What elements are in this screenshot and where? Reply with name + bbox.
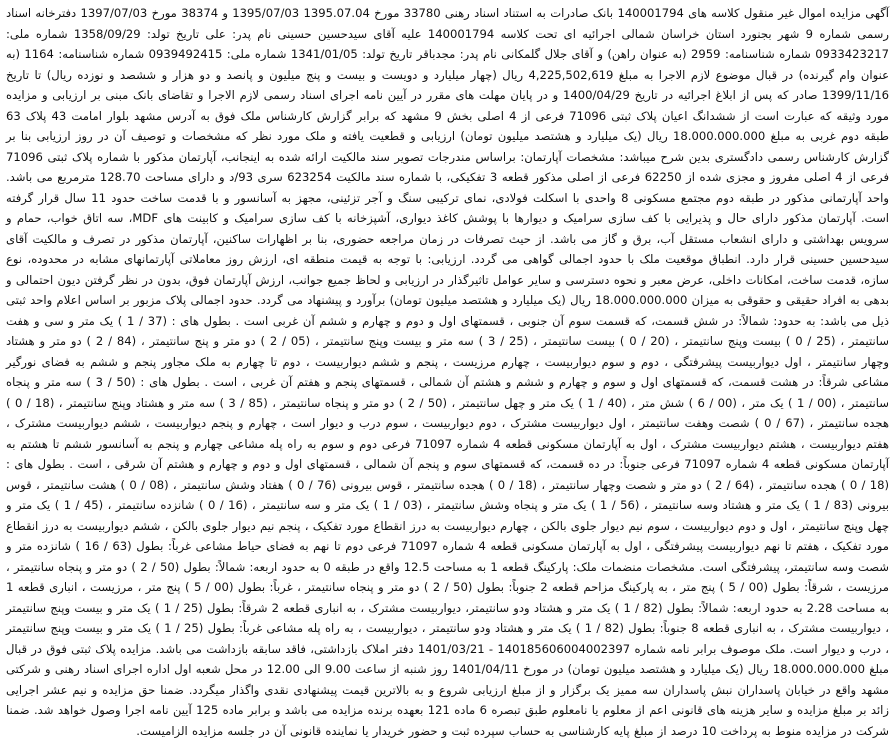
auction-notice-text [6, 3, 889, 741]
notice-paragraph: آگهی مزایده اموال غیر منقول کلاسه های 140001794 بانک صادرات به استناد اسناد رهنی 33780 مورخ 1395.07.04 1395/07/03 و 38374 مورخ 1397/07/03 دفترخانه اسناد رسمی شماره 9 شهر بجنورد استان خراسان شمالی اجرائیه ای تحت کلاسه 140001794 علیه آقای سیدحسین حسینی نام پدر: علی تاریخ تولد: 1358/09/29 شماره ملی: 0933423217 شماره شناسنامه: 2959 (به عنوان راهن) و آقای جلال گلمکانی نام پدر: مجدباقر تاریخ تولد: 1341/01/05 شماره ملی: 0939492415 شماره شناسنامه: 1164 (به عنوان وام گیرنده) در قبال موضوع لازم الاجرا به مبلغ 4,225,502,619 ریال (چهار میلیارد و دویست و بیست و پنج میلیون و پانصد و دو هزار و ششصد و نوزده ریال) تا تاریخ 1399/11/16 صادر که پس از ابلاغ اجرائیه در تاریخ 1400/04/29 و در پایان مهلت های مقرر در آیین نامه اجرای اسناد رسمی لازم الاجرا و تقاضای بانک مبنی بر ارزیابی و مزایده مورد وثیقه که عبارت است از ششدانگ اعیان پلاک ثبتی 71096 فرعی از 4 اصلی بخش 9 مشهد که برابر گزارش کارشناس ملک فوق به آدرس مشهد بلوار امامت 43 پلاک 63 طبقه دوم غربی به مبلغ 18.000.000.000 ریال (یک میلیارد و هشتصد میلیون تومان) ارزیابی و قطعیت یافته و ملک مورد نظر که مشخصات و توصیف آن در روز ارزیابی بنا بر گزارش کارشناس رسمی دادگستری بدین شرح میباشد: مشخصات آپارتمان: براساس مندرجات تصویر سند مالکیت ارائه شده به اینجانب، آپارتمان مذکور با شماره پلاک ثبتی 71096 فرعی از 4 اصلی مفروز و مجزی شده از 62250 فرعی از اصلی مذکور قطعه 3 تفکیکی، با شماره سند مالکیت 623254 سری 93/د و دارای مساحت 128.70 مترمربع می باشد. واحد آپارتمانی مذکور در طبقه دوم مجتمع مسکونی 8 واحدی با اسکلت فولادی، نمای ترکیبی سنگ و آجر تزئینی، مجهز به آسانسور و با قدمت ساخت حدود 11 سال قرار گرفته است. آپارتمان مذکور دارای حال و پذیرایی با کف سازی سرامیک و دیوارها با پوشش کاغذ دیواری، آشپزخانه با کف سازی سرامیک و کابینت های MDF، سه اتاق خواب، حمام و سرویس بهداشتی و دارای انشعاب مستقل آب، برق و گاز می باشد. از حیث تصرفات در زمان مراجعه حضوری، بنا بر اظهارات ساکنین، آپارتمان مذکور در تصرف و مالکیت آقای سیدحسین حسینی قرار دارد. انطباق موقعیت ملک با حدود اجمالی گواهی می گردد. ارزیابی: با توجه به قیمت منطقه ای، ارزش روز معاملاتی آپارتمانهای مشابه در محدوده، نوع سازه، قدمت ساخت، امکانات داخلی، عرض معبر و نحوه دسترسی و سایر عوامل تاثیرگذار در ارزیابی و لحاظ جمیع جوانب، ارزش آپارتمان فوق، بدون در نظر گرفتن دیون احتمالی و بدهی به افراد حقیقی و حقوقی به میزان 18.000.000.000 ریال (یک میلیارد و هشتصد میلیون تومان) برآورد و پیشنهاد می گردد. حدود اجمالی پلاک مزبور بر اساس اعلام واحد ثبتی ذیل می باشد: به حدود: شمالاً: در شش قسمت، که قسمت سوم آن جنوبی ، قسمتهای اول و دوم و چهارم و ششم آن غربی است . بطول های : (37 / 1 ) یک متر و سی و هفت سانتیمتر ، (25 / 0 ) بیست وپنج سانتیمتر ، (20 / 0 ) بیست سانتیمتر ، (25 / 3 ) سه متر و بیست وپنج سانتیمتر ، (05 / 2 ) دو متر و پنج سانتیمتر ، (84 / 2 ) دو متر و هشتاد وچهار سانتیمتر ، اول دیواربیست پیشرفتگی ، دوم و سوم دیواربیست ، چهارم مرزیست ، پنجم و ششم دیواربیست ، دوم تا چهارم به ملک مجاور پنجم و ششم به فضای نورگیر مشاعی شرقاً: در هشت قسمت، که قسمتهای اول و سوم و چهارم و ششم و هشتم آن شمالی ، قسمتهای پنجم و هفتم آن غربی ، است . بطول های : (50 / 3 ) سه متر و پنجاه سانتیمتر ، (00 / 1 ) یک متر ، (00 / 6 ) شش متر ، (40 / 1 ) یک متر و چهل سانتیمتر ، (50 / 2 ) دو متر و پنجاه سانتیمتر ، (85 / 3 ) سه متر و هشتاد وپنج سانتیمتر ، (18 / 0 ) هجده سانتیمتر ، (67 / 0 ) شصت وهفت سانتیمتر ، اول دیواربیست مشترک ، دوم دیواربیست ، سوم درب و دیوار است ، چهارم و پنجم دیواربیست ، ششم دیواربیست مشترک ، هفتم دیواربیست ، هشتم دیواربیست مشترک ، اول به آپارتمان مسکونی قطعه 4 شماره 71097 فرعی دوم و سوم به راه پله مشاعی چهارم و پنجم به آسانسور ششم تا هشتم به آپارتمان مسکونی قطعه 4 شماره 71097 فرعی جنوباً: در ده قسمت، که قسمتهای سوم و پنجم آن شمالی ، قسمتهای اول و دوم و چهارم و هشتم آن شرقی ، است . بطول های : (18 / 0 ) هجده سانتیمتر ، (64 / 2 ) دو متر و شصت وچهار سانتیمتر ، (18 / 0 ) هجده سانتیمتر ، قوس بیرونی (76 / 0 ) هفتاد وشش سانتیمتر ، (08 / 0 ) هشت سانتیمتر ، قوس بیرونی (83 / 1 ) یک متر و هشتاد وسه سانتیمتر ، (56 / 1 ) یک متر و پنجاه وشش سانتیمتر ، (03 / 1 ) یک متر و سه سانتیمتر ، (16 / 0 ) شانزده سانتیمتر ، (45 / 1 ) یک متر و چهل وپنج سانتیمتر ، اول و دوم دیواربیست ، سوم نیم دیوار جلوی بالکن ، چهارم دیواربیست به درز انقطاع مورد تفکیک ، پنجم نیم دیوار جلوی بالکن ، ششم دیواربیست به درز انقطاع مورد تفکیک ، هفتم تا نهم دیواربیست پیشرفتگی ، اول به آپارتمان مسکونی قطعه 4 شماره 71097 فرعی دوم تا نهم به فضای حیاط مشاعی غرباً: بطول (63 / 16 ) شانزده متر و شصت وسه سانتیمتر، پیشرفتگی است. مشخصات منضمات ملک: پارکینگ قطعه 1 به مساحت 12.5 واقع در طبقه 0 به حدود اربعه: شمالاً: بطول (50 / 2 ) دو متر و پنجاه سانتیمتر ، مرزیست ، شرقاً: بطول (00 / 5 ) پنج متر ، به پارکینگ مزاحم قطعه 2 جنوباً: بطول (50 / 2 ) دو متر و پنجاه سانتیمتر ، غرباً: بطول (00 / 5 ) پنج متر ، مرزیست ، انباری قطعه 1 به مساحت 2.28 به حدود اربعه: شمالاً: بطول (82 / 1 ) یک متر و هشتاد ودو سانتیمتر، دیواربیست مشترک ، به انباری قطعه 2 شرقاً: بطول (25 / 1 ) یک متر و بیست وپنج سانتیمتر ، دیواربیست مشترک ، به انباری قطعه 8 جنوباً: بطول (82 / 1 ) یک متر و هشتاد ودو سانتیمتر ، دیواربیست ، به راه پله مشاعی غرباً: بطول (25 / 1 ) یک متر و بیست وپنج سانتیمتر ، درب و دیوار است. ملک موصوف برابر نامه شماره 140185606004002397 - 1401/03/21 دفتر املاک بازداشتی، فاقد سابقه بازداشت می باشد. مزایده پلاک ثبتی فوق در قبال مبلغ 18.000.000.000 ریال (یک میلیارد و هشتصد میلیون تومان) در مورخ 1401/04/11 روز شنبه از ساعت 9.00 الی 12.00 در محل شعبه اول اداره اجرای اسناد رهنی و شرکتی مشهد واقع در خیابان پاسداران نبش پاسداران سه ممیز یک برگزار و از مبلغ ارزیابی شروع و به بالاترین قیمت پیشنهادی نقدی واگذار میگردد. ضمنا حق مزایده و نیم عشر اجرایی زائد بر مبلغ مزایده و سایر هزینه های قانونی اعم از معلوم یا نامعلوم طبق تبصره 6 ماده 121 بعهده برنده مزایده می باشد و برابر ماده 125 آیین نامه اجرا وصول خواهد شد. ضمنا شرکت در مزایده منوط به پرداخت 10 درصد از مبلغ پایه کارشناسی به حساب سپرده ثبت و حضور خریدار یا نماینده قانونی آن در جلسه مزایده الزامیست. [6, 6, 890, 738]
